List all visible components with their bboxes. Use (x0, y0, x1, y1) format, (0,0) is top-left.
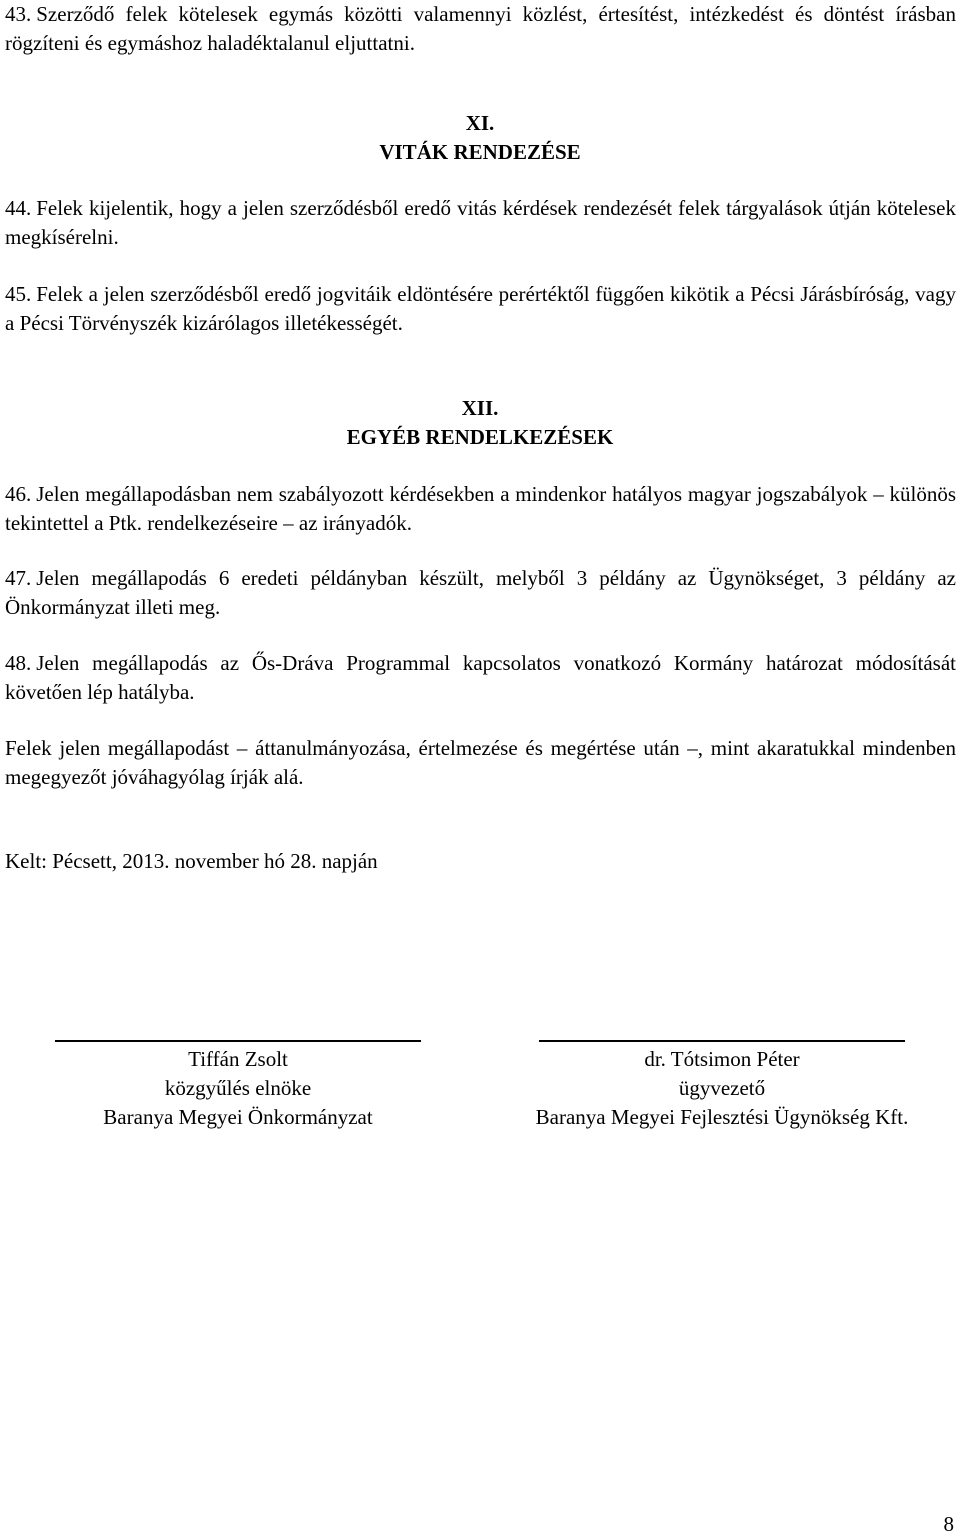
paragraph-44 (5, 194, 956, 252)
section-title: EGYÉB RENDELKEZÉSEK (346, 425, 614, 449)
paragraph-number: 46. (5, 482, 32, 506)
signature-line-right (539, 1040, 905, 1042)
closing-statement: Felek jelen megállapodást – áttanulmányozása, értelmezése és megértése után –, mint akaratukkal mindenben megegyezőt jóváhagyólag írják alá. (5, 736, 956, 789)
section-heading-xii (0, 394, 960, 452)
section-roman-numeral: XII. (461, 396, 499, 420)
signature-line-left (55, 1040, 421, 1042)
date-line: Kelt: Pécsett, 2013. november hó 28. napján (5, 849, 378, 873)
paragraph-number: 44. (5, 196, 32, 220)
paragraph-text: Jelen megállapodás 6 eredeti példányban készült, melyből 3 példány az Ügynökséget, 3 példány az Önkormányzat illeti meg. (5, 566, 956, 619)
paragraph-number: 45. (5, 282, 32, 306)
signatory-organization: Baranya Megyei Fejlesztési Ügynökség Kft. (535, 1105, 909, 1129)
paragraph-text: Jelen megállapodás az Ős-Dráva Programmal kapcsolatos vonatkozó Kormány határozat módosítását követően lép hatályba. (5, 651, 956, 704)
paragraph-number: 47. (5, 566, 32, 590)
signatory-right (492, 1045, 952, 1132)
section-heading-xi (0, 109, 960, 167)
section-title: VITÁK RENDEZÉSE (379, 140, 581, 164)
paragraph-48 (5, 649, 956, 707)
paragraph-43 (5, 0, 956, 58)
signatory-left (38, 1045, 438, 1132)
section-roman-numeral: XI. (465, 111, 495, 135)
signatory-name: dr. Tótsimon Péter (644, 1047, 800, 1071)
signatory-name: Tiffán Zsolt (188, 1047, 288, 1071)
paragraph-text: Felek kijelentik, hogy a jelen szerződésből eredő vitás kérdések rendezését felek tárgyalások útján kötelesek megkísérelni. (5, 196, 956, 249)
paragraph-46 (5, 480, 956, 538)
signatory-role: ügyvezető (678, 1076, 766, 1100)
paragraph-number: 43. (5, 2, 32, 26)
paragraph-text: Jelen megállapodásban nem szabályozott kérdésekben a mindenkor hatályos magyar jogszabályok – különös tekintettel a Ptk. rendelkezéseire – az irányadók. (5, 482, 956, 535)
paragraph-45 (5, 280, 956, 338)
signatory-role: közgyűlés elnöke (164, 1076, 312, 1100)
paragraph-number: 48. (5, 651, 32, 675)
signatory-organization: Baranya Megyei Önkormányzat (103, 1105, 373, 1129)
paragraph-text: Szerződő felek kötelesek egymás közötti valamennyi közlést, értesítést, intézkedést és döntést írásban rögzíteni és egymáshoz haladéktalanul eljuttatni. (5, 2, 956, 55)
paragraph-47 (5, 564, 956, 622)
page-number: 8 (943, 1512, 954, 1536)
paragraph-text: Felek a jelen szerződésből eredő jogvitáik eldöntésére perértéktől függően kikötik a Pécsi Járásbíróság, vagy a Pécsi Törvényszék kizárólagos illetékességét. (5, 282, 956, 335)
